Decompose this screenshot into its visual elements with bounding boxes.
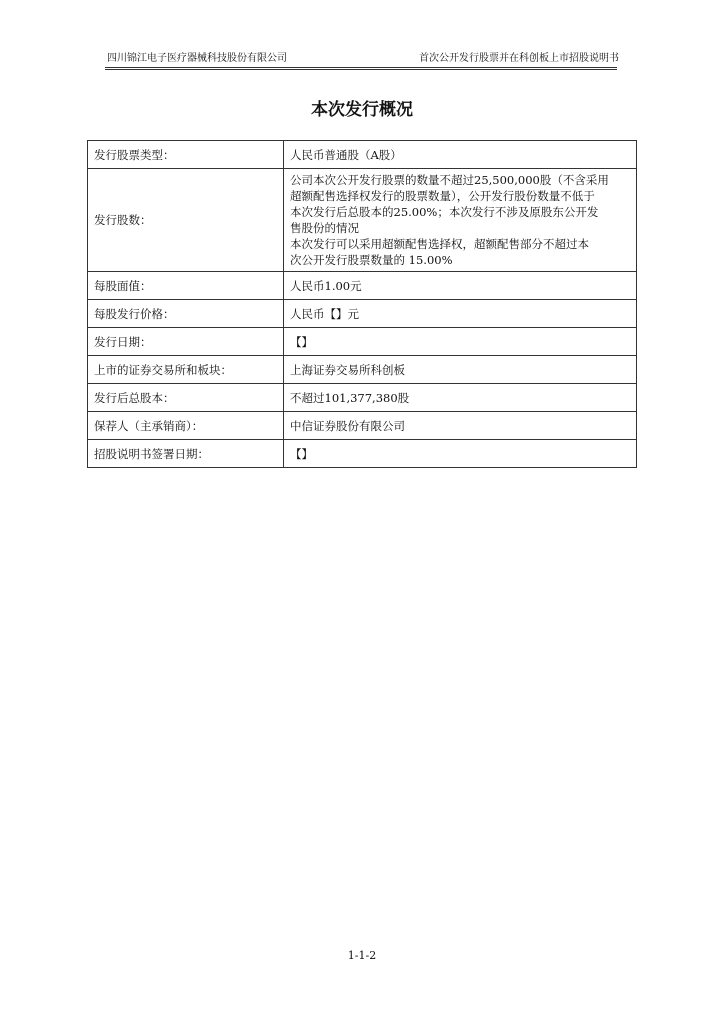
section-title: 本次发行概况 <box>311 100 413 120</box>
table-row <box>88 440 637 468</box>
row-label: 发行股数： <box>88 169 284 272</box>
header-rule <box>105 67 617 70</box>
row-label: 发行后总股本： <box>88 384 284 412</box>
row-value: 【】 <box>284 440 637 468</box>
offering-overview-table <box>87 140 637 468</box>
table-row <box>88 356 637 384</box>
row-value: 人民币普通股（A股） <box>284 141 637 169</box>
table-row <box>88 300 637 328</box>
table-row <box>88 412 637 440</box>
header-company: 四川锦江电子医疗器械科技股份有限公司 <box>107 53 287 64</box>
row-label: 保荐人（主承销商）： <box>88 412 284 440</box>
table-row <box>88 169 637 272</box>
value-line: 本次发行后总股本的25.00%；本次发行不涉及原股东公开发 <box>290 205 599 219</box>
page-header <box>107 52 619 66</box>
row-label: 发行日期： <box>88 328 284 356</box>
value-line: 次公开发行股票数量的 15.00% <box>290 253 453 267</box>
table-row <box>88 141 637 169</box>
row-label: 发行股票类型： <box>88 141 284 169</box>
row-label: 每股面值： <box>88 272 284 300</box>
value-line: 公司本次公开发行股票的数量不超过25,500,000股（不含采用 <box>290 173 609 187</box>
row-label: 每股发行价格： <box>88 300 284 328</box>
row-value: 不超过101,377,380股 <box>284 384 637 412</box>
row-label: 上市的证券交易所和板块： <box>88 356 284 384</box>
table-row <box>88 328 637 356</box>
row-value: 上海证券交易所科创板 <box>284 356 637 384</box>
table-row <box>88 384 637 412</box>
row-label: 招股说明书签署日期： <box>88 440 284 468</box>
row-value: 【】 <box>284 328 637 356</box>
page-number: 1-1-2 <box>347 949 377 962</box>
row-value <box>284 169 637 272</box>
value-line: 本次发行可以采用超额配售选择权，超额配售部分不超过本 <box>290 237 589 251</box>
row-value: 人民币【】元 <box>284 300 637 328</box>
row-value: 中信证券股份有限公司 <box>284 412 637 440</box>
row-value: 人民币1.00元 <box>284 272 637 300</box>
value-line: 售股份的情况 <box>290 221 359 235</box>
header-document-title: 首次公开发行股票并在科创板上市招股说明书 <box>419 53 619 64</box>
value-line: 超额配售选择权发行的股票数量），公开发行股份数量不低于 <box>290 189 595 203</box>
table-row <box>88 272 637 300</box>
